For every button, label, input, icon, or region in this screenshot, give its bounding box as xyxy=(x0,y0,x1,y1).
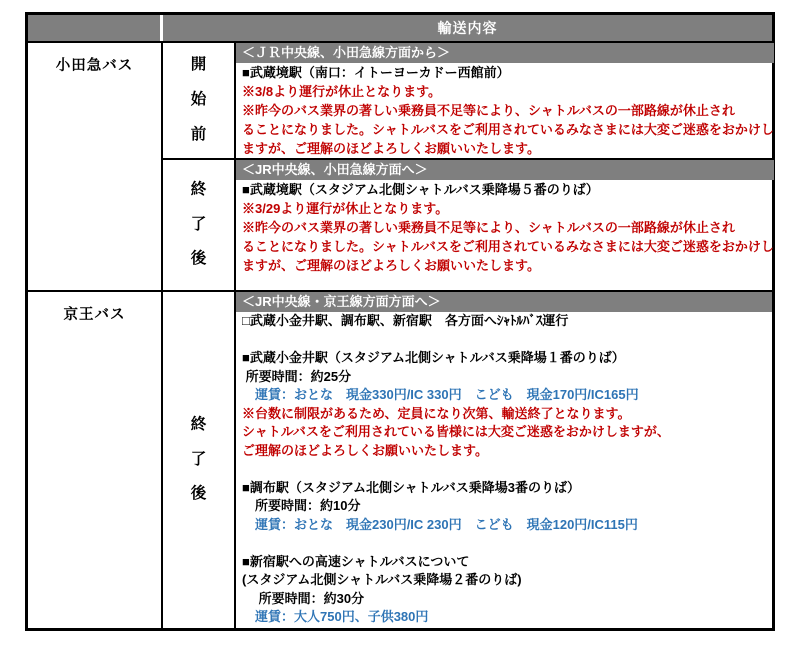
phase-cell xyxy=(163,292,236,628)
group-row-keio xyxy=(28,292,772,628)
content-line-blank xyxy=(236,534,772,553)
odakyu-phases xyxy=(163,43,774,290)
content-line: ■武蔵小金井駅（スタジアム北側シャトルバス乗降場１番のりば） xyxy=(242,350,625,365)
content-line: ることになりました。シャトルバスをご利用されているみなさまには大変ご迷惑をおかけし xyxy=(242,239,774,254)
keio-phases xyxy=(163,292,772,628)
content-line: 所要時間：約30分 xyxy=(242,590,365,606)
content-after-end-keio xyxy=(236,292,772,628)
section-header-to-jr-keio: ＜JR中央線・京王線方面方面へ＞ xyxy=(236,292,772,312)
operator-name-odakyu: 小田急バス xyxy=(28,43,163,290)
content-line: ますが、ご理解のほどよろしくお願いいたします。 xyxy=(242,258,540,273)
content-line: 運賃：おとな 現金330円/IC 330円 こども 現金170円/IC165円 xyxy=(242,387,639,402)
phase-block-after-end-odakyu xyxy=(163,160,774,290)
content-line: シャトルバスをご利用されている皆様には大変ご迷惑をおかけしますが、 xyxy=(242,424,670,439)
phase-block-after-end-keio xyxy=(163,292,772,628)
group-row-odakyu xyxy=(28,43,772,292)
content-line: 所要時間：約10分 xyxy=(242,498,361,513)
content-line: ■武蔵境駅（スタジアム北側シャトルバス乗降場５番のりば） xyxy=(242,182,599,197)
phase-cell xyxy=(163,160,236,290)
phase-label-after-end: 終了後 xyxy=(190,180,207,268)
content-line: ※3/8より運行が休止となります。 xyxy=(242,84,442,99)
phase-label-after-end: 終了後 xyxy=(190,415,207,503)
content-before-start xyxy=(236,43,774,158)
content-after-end-odakyu xyxy=(236,160,774,290)
content-line: □武蔵小金井駅、調布駅、新宿駅 各方面へｼｬﾄﾙﾊﾞｽ運行 xyxy=(242,313,569,328)
shuttle-bus-info-table xyxy=(25,12,775,631)
content-line: 所要時間：約25分 xyxy=(242,368,352,384)
content-line: ■新宿駅への高速シャトルバスについて xyxy=(242,553,470,569)
content-line: ※台数に制限があるため、定員になり次第、輸送終了となります。 xyxy=(242,405,631,421)
phase-label-before-start: 開始前 xyxy=(190,56,207,143)
content-line: (スタジアム北側シャトルバス乗降場２番のりば) xyxy=(242,572,522,587)
phase-cell xyxy=(163,43,236,158)
content-line: ご理解のほどよろしくお願いいたします。 xyxy=(242,442,488,458)
content-line: ■武蔵境駅（南口：イトーヨーカドー西館前） xyxy=(242,65,510,80)
content-line: ることになりました。シャトルバスをご利用されているみなさまには大変ご迷惑をおかけし xyxy=(242,122,774,137)
section-header-to-jr-odakyu: ＜JR中央線、小田急線方面へ＞ xyxy=(236,160,774,180)
content-line: ■調布駅（スタジアム北側シャトルバス乗降場3番のりば） xyxy=(242,479,581,495)
table-title: 輸送内容 xyxy=(437,20,498,36)
section-header-from-jr-odakyu: ＜ＪＲ中央線、小田急線方面から＞ xyxy=(236,43,774,63)
content-line: ますが、ご理解のほどよろしくお願いいたします。 xyxy=(242,141,540,156)
content-line: ※3/29より運行が休止となります。 xyxy=(242,201,449,216)
content-line: ※昨今のバス業界の著しい乗務員不足等により、シャトルバスの一部路線が休止され xyxy=(242,220,735,235)
content-line-blank xyxy=(236,331,772,350)
operator-name-keio: 京王バス xyxy=(28,292,163,628)
content-line: ※昨今のバス業界の著しい乗務員不足等により、シャトルバスの一部路線が休止され xyxy=(242,103,735,118)
table-header-row xyxy=(28,15,772,43)
content-line: 運賃：おとな 現金230円/IC 230円 こども 現金120円/IC115円 xyxy=(242,516,638,532)
header-cell-empty xyxy=(28,15,163,41)
content-line-blank xyxy=(236,460,772,479)
phase-block-before-start xyxy=(163,43,774,160)
content-line: 運賃：大人750円、子供380円 xyxy=(242,609,429,624)
